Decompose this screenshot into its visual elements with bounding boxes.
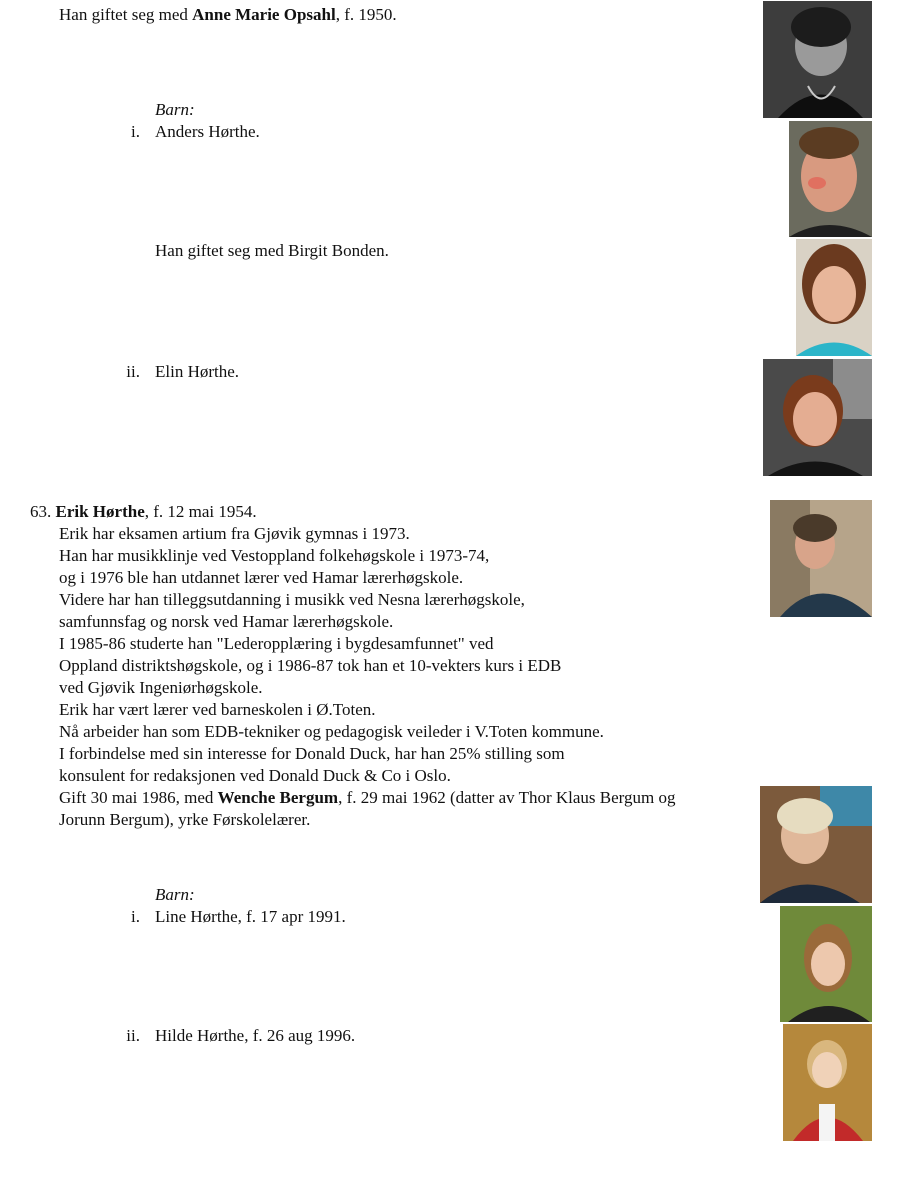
child-number-1-ii: ii. [126,362,140,381]
bio-line: Han har musikklinje ved Vestoppland folkehøgskole i 1973-74, [59,546,490,565]
child-name-anders: Anders Hørthe. [155,122,260,141]
marriage-line-2: Jorunn Bergum), yrke Førskolelærer. [59,810,311,829]
child-spouse-line: Han giftet seg med Birgit Bonden. [155,241,389,260]
intro-line [59,4,397,26]
marriage-suffix: , f. 29 mai 1962 (datter av Thor Klaus Bergum og [338,788,676,807]
portrait-photo-erik [770,500,872,617]
marriage-prefix: Gift 30 mai 1986, med [59,788,218,807]
portrait-photo-birgit [796,239,872,356]
bio-line: og i 1976 ble han utdannet lærer ved Hamar lærerhøgskole. [59,568,464,587]
bio-line: I forbindelse med sin interesse for Donald Duck, har han 25% stilling som [59,744,565,763]
intro-spouse-name: Anne Marie Opsahl [192,5,336,24]
child-name-line: Line Hørthe, f. 17 apr 1991. [155,907,346,926]
bio-line: Oppland distriktshøgskole, og i 1986-87 tok han et 10-vekters kurs i EDB [59,656,562,675]
children-heading-2-text: Barn: [155,885,195,904]
child-number-2-ii: ii. [126,1026,140,1045]
child-number-2-i: i. [131,907,140,926]
entry-number: 63. [30,502,52,521]
portrait-photo-wenche [760,786,872,903]
bio-line: Erik har eksamen artium fra Gjøvik gymnas i 1973. [59,524,410,543]
portrait-photo-anne-marie [763,1,872,118]
intro-suffix: , f. 1950. [335,5,397,24]
child-name-elin: Elin Hørthe. [155,362,240,381]
marriage-spouse-name: Wenche Bergum [217,788,339,807]
bio-line: Nå arbeider han som EDB-tekniker og pedagogisk veileder i V.Toten kommune. [59,722,604,741]
portrait-photo-anders [789,121,872,237]
child-number-1-i: i. [131,122,140,141]
bio-line: ved Gjøvik Ingeniørhøgskole. [59,678,263,697]
bio-line: Erik har vært lærer ved barneskolen i Ø.Toten. [59,700,376,719]
children-heading-1-text: Barn: [155,100,195,119]
portrait-photo-elin [763,359,872,476]
entry-birth: , f. 12 mai 1954. [144,502,257,521]
intro-prefix: Han giftet seg med [59,5,193,24]
entry-63-heading [30,501,257,523]
children-heading-1 [155,99,195,121]
portrait-photo-hilde [783,1024,872,1141]
bio-line: samfunnsfag og norsk ved Hamar lærerhøgskole. [59,612,394,631]
bio-line: Videre har han tilleggsutdanning i musikk ved Nesna lærerhøgskole, [59,590,525,609]
portrait-photo-line [780,906,872,1022]
children-heading-2 [155,884,195,906]
marriage-line-1 [59,787,675,809]
entry-person-name: Erik Hørthe [55,502,145,521]
child-name-hilde: Hilde Hørthe, f. 26 aug 1996. [155,1026,356,1045]
bio-line: konsulent for redaksjonen ved Donald Duck & Co i Oslo. [59,766,451,785]
bio-line: I 1985-86 studerte han "Lederopplæring i bygdesamfunnet" ved [59,634,494,653]
